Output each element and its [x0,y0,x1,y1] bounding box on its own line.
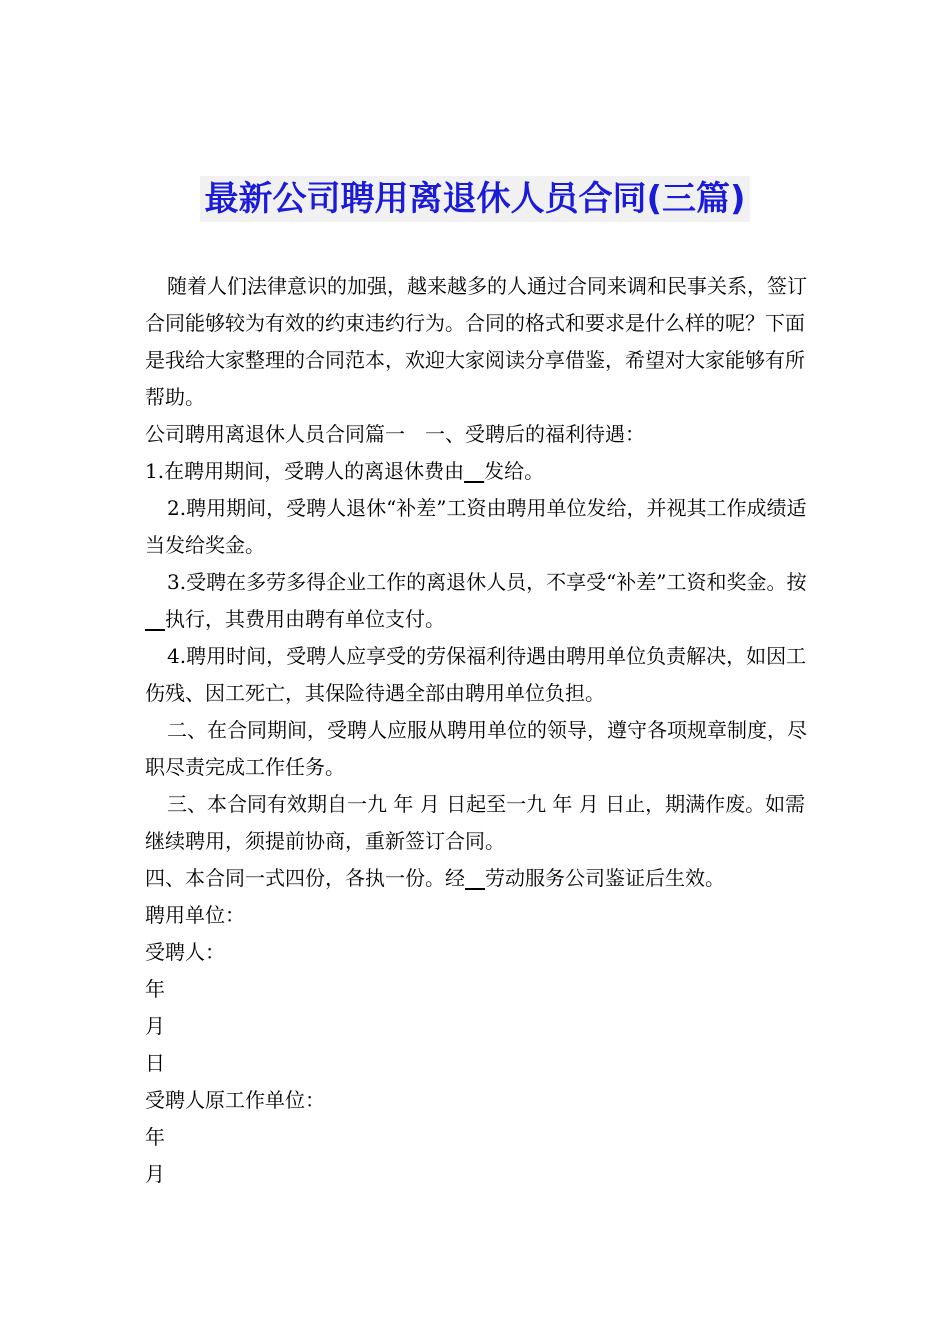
signature-employer: 聘用单位： [145,903,245,927]
item-3-blank: __ [145,607,165,631]
item-3 [145,564,813,638]
clause-4-text-b: 劳动服务公司鉴证后生效。 [485,866,725,890]
item-1-blank: __ [464,459,485,483]
title-container [0,176,950,222]
item-3-text-a: 3.受聘在多劳多得企业工作的离退休人员，不享受“补差”工资和奖金。按 [167,570,807,594]
item-1-text-a: 1.在聘用期间，受聘人的离退休费由 [145,459,465,483]
item-3-text-b: 执行，其费用由聘有单位支付。 [165,607,445,631]
item-1 [145,453,813,490]
clause-4-text-a: 四、本合同一式四份，各执一份。经 [145,866,465,890]
date-month-2: 月 [145,1162,165,1186]
clause-2: 二、在合同期间，受聘人应服从聘用单位的领导，遵守各项规章制度，尽职尽责完成工作任务。 [145,718,807,779]
date-day-1: 日 [145,1051,165,1075]
document-body [145,268,813,1193]
date-year-2: 年 [145,1125,165,1149]
document-title: 最新公司聘用离退休人员合同(三篇) [200,176,749,222]
signature-original-unit: 受聘人原工作单位： [145,1088,325,1112]
section-heading: 公司聘用离退休人员合同篇一 一、受聘后的福利待遇： [145,422,645,446]
date-month-1: 月 [145,1014,165,1038]
item-1-text-b: 发给。 [484,459,545,483]
item-4: 4.聘用时间，受聘人应享受的劳保福利待遇由聘用单位负责解决，如因工伤残、因工死亡，其保险待遇全部由聘用单位负担。 [145,644,807,705]
item-2: 2.聘用期间，受聘人退休“补差”工资由聘用单位发给，并视其工作成绩适当发给奖金。 [145,496,807,557]
clause-4 [145,860,813,897]
signature-employee: 受聘人： [145,940,225,964]
date-year-1: 年 [145,977,165,1001]
clause-4-blank: __ [465,866,485,890]
intro-paragraph: 随着人们法律意识的加强，越来越多的人通过合同来调和民事关系，签订合同能够较为有效的约束违约行为。合同的格式和要求是什么样的呢？下面是我给大家整理的合同范本，欢迎大家阅读分享借鉴，希望对大家能够有所帮助。 [145,274,807,409]
clause-3: 三、本合同有效期自一九 年 月 日起至一九 年 月 日止，期满作废。如需继续聘用，须提前协商，重新签订合同。 [145,792,806,853]
